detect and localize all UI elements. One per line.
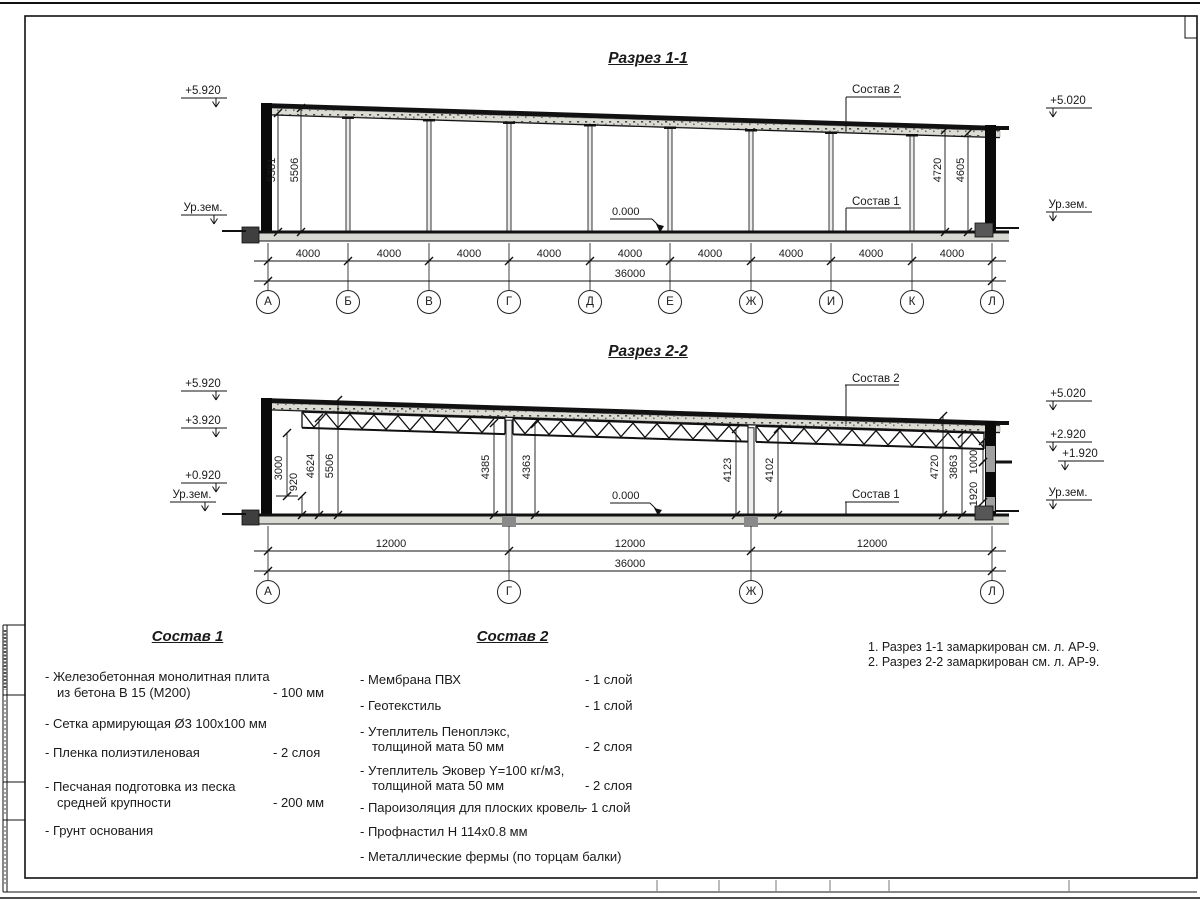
s1-axis-bubble-zh: Ж bbox=[739, 290, 763, 314]
s2-vdim-4363: 4363 bbox=[521, 454, 533, 480]
s1-axis-bubble-g: Г bbox=[497, 290, 521, 314]
s2-vdim-4123: 4123 bbox=[722, 457, 734, 483]
sostav1-item4-line2: средней крупности bbox=[57, 795, 171, 810]
s1-vdim-5506: 5506 bbox=[289, 157, 301, 183]
sostav2-item4-value: - 2 слоя bbox=[585, 778, 633, 793]
s1-dim-span-3: 4000 bbox=[456, 248, 482, 260]
s2-vdim-5506: 5506 bbox=[324, 453, 336, 479]
s2-label-sostav2: Состав 2 bbox=[852, 373, 900, 385]
s2-dim-total: 36000 bbox=[614, 558, 646, 570]
s2-dim-span-3: 12000 bbox=[856, 538, 888, 550]
sostav2-item3-line1: - Утеплитель Пеноплэкс, bbox=[360, 724, 510, 739]
sostav1-item1-line2: из бетона В 15 (М200) bbox=[57, 685, 191, 700]
s2-elevation-0920: +0.920 bbox=[185, 470, 221, 482]
sostav2-item5-value: - 1 слой bbox=[583, 800, 631, 815]
s2-vdim-4385: 4385 bbox=[480, 454, 492, 480]
s2-axis-bubble-a: А bbox=[256, 580, 280, 604]
s2-elevation-5920: +5.920 bbox=[185, 378, 221, 390]
s2-elevation-2920: +2.920 bbox=[1050, 429, 1086, 441]
s2-vdim-920: 920 bbox=[288, 472, 300, 492]
sostav1-item1-line1: - Железобетонная монолитная плита bbox=[45, 669, 270, 684]
s1-axis-bubble-l: Л bbox=[980, 290, 1004, 314]
sostav2-item2-line1: - Геотекстиль bbox=[360, 698, 442, 713]
s1-vdim-4720: 4720 bbox=[932, 157, 944, 183]
s2-vdim-3863: 3863 bbox=[948, 454, 960, 480]
s2-label-sostav1: Состав 1 bbox=[852, 489, 900, 501]
s1-dim-span-7: 4000 bbox=[778, 248, 804, 260]
section2-title: Разрез 2-2 bbox=[608, 343, 688, 360]
sostav1-item4-line1: - Песчаная подготовка из песка bbox=[45, 779, 236, 794]
s1-label-sostav1: Состав 1 bbox=[852, 196, 900, 208]
s1-axis-bubble-a: А bbox=[256, 290, 280, 314]
s2-vdim-1920: 1920 bbox=[968, 481, 980, 507]
sostav1-item2-line1: - Сетка армирующая Ø3 100х100 мм bbox=[45, 716, 267, 731]
sostav2-item2-value: - 1 слой bbox=[585, 698, 633, 713]
s1-dim-span-4: 4000 bbox=[536, 248, 562, 260]
s2-elevation-1920: +1.920 bbox=[1062, 448, 1098, 460]
sostav1-item5-line1: - Грунт основания bbox=[45, 823, 154, 838]
sostav2-heading: Состав 2 bbox=[476, 628, 549, 645]
section1-title: Разрез 1-1 bbox=[608, 50, 688, 67]
sostav2-item1-line1: - Мембрана ПВХ bbox=[360, 672, 461, 687]
s1-label-sostav2: Состав 2 bbox=[852, 84, 900, 96]
s2-vdim-4102: 4102 bbox=[764, 457, 776, 483]
sostav1-item3-line1: - Пленка полиэтиленовая bbox=[45, 745, 200, 760]
s1-dim-span-8: 4000 bbox=[858, 248, 884, 260]
s1-dim-span-6: 4000 bbox=[697, 248, 723, 260]
s1-axis-bubble-e: Е bbox=[658, 290, 682, 314]
s1-dim-span-5: 4000 bbox=[617, 248, 643, 260]
s2-vdim-4624: 4624 bbox=[305, 453, 317, 479]
s2-vdim-1000: 1000 bbox=[968, 449, 980, 475]
s2-vdim-4720: 4720 bbox=[929, 454, 941, 480]
s2-axis-bubble-zh: Ж bbox=[739, 580, 763, 604]
sostav1-item1-value: - 100 мм bbox=[273, 685, 325, 700]
sostav2-item7-line1: - Металлические фермы (по торцам балки) bbox=[360, 849, 622, 864]
s1-dim-span-1: 4000 bbox=[295, 248, 321, 260]
sostav2-item6-line1: - Профнастил Н 114х0.8 мм bbox=[360, 824, 528, 839]
sostav2-item5-line1: - Пароизоляция для плоских кровель bbox=[360, 800, 585, 815]
sostav2-item3-value: - 2 слоя bbox=[585, 739, 633, 754]
s2-elevation-5020: +5.020 bbox=[1050, 388, 1086, 400]
s1-dim-total: 36000 bbox=[614, 268, 646, 280]
s1-vdim-4605: 4605 bbox=[955, 157, 967, 183]
s2-axis-bubble-g: Г bbox=[497, 580, 521, 604]
s1-ground-level-left: Ур.зем. bbox=[183, 202, 223, 214]
sostav2-item4-line1: - Утеплитель Эковер Y=100 кг/м3, bbox=[360, 763, 565, 778]
s2-zero-level: 0.000 bbox=[612, 490, 640, 502]
s1-axis-bubble-i: И bbox=[819, 290, 843, 314]
sostav2-item4-line2: толщиной мата 50 мм bbox=[372, 778, 505, 793]
s1-vdim-5381: 5381 bbox=[266, 157, 278, 183]
s1-axis-bubble-v: В bbox=[417, 290, 441, 314]
s2-ground-level-right: Ур.зем. bbox=[1048, 487, 1088, 499]
s2-axis-bubble-l: Л bbox=[980, 580, 1004, 604]
sostav2-item1-value: - 1 слой bbox=[585, 672, 633, 687]
sostav1-item3-value: - 2 слоя bbox=[273, 745, 321, 760]
s1-axis-bubble-b: Б bbox=[336, 290, 360, 314]
sostav2-item3-line2: толщиной мата 50 мм bbox=[372, 739, 505, 754]
s2-vdim-3000: 3000 bbox=[273, 455, 285, 481]
s1-elevation-right-top: +5.020 bbox=[1050, 95, 1086, 107]
s1-zero-level: 0.000 bbox=[612, 206, 640, 218]
s2-elevation-3920: +3.920 bbox=[185, 415, 221, 427]
note-2: 2. Разрез 2-2 замаркирован см. л. АР-9. bbox=[868, 655, 1100, 669]
s2-dim-span-1: 12000 bbox=[375, 538, 407, 550]
s1-dim-span-9: 4000 bbox=[939, 248, 965, 260]
s1-ground-level-right: Ур.зем. bbox=[1048, 199, 1088, 211]
sostav1-item4-value: - 200 мм bbox=[273, 795, 325, 810]
s1-axis-bubble-k: К bbox=[900, 290, 924, 314]
note-1: 1. Разрез 1-1 замаркирован см. л. АР-9. bbox=[868, 640, 1100, 654]
s1-elevation-left-top: +5.920 bbox=[185, 85, 221, 97]
s1-dim-span-2: 4000 bbox=[376, 248, 402, 260]
s1-axis-bubble-d: Д bbox=[578, 290, 602, 314]
s2-ground-level-left: Ур.зем. bbox=[172, 489, 212, 501]
sostav1-heading: Состав 1 bbox=[151, 628, 224, 645]
s2-dim-span-2: 12000 bbox=[614, 538, 646, 550]
